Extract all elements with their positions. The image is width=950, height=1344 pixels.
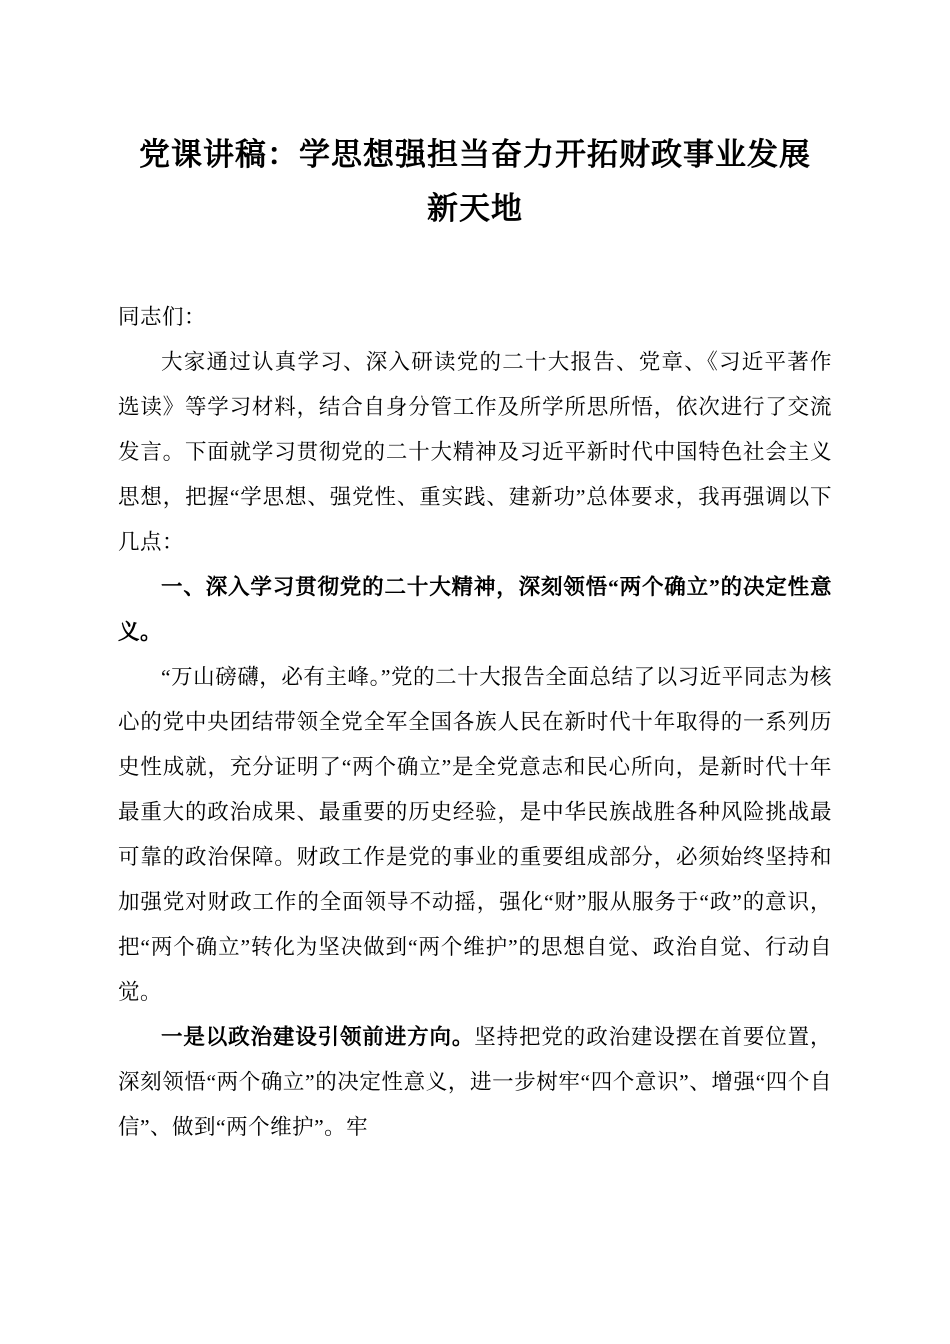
paragraph-run: 同志们： — [118, 304, 207, 329]
document-body — [118, 295, 832, 1150]
paragraph — [118, 340, 832, 565]
paragraph-run: 坚持把党的政治建设摆在首要位置，深刻领悟“两个确立”的决定性意义，进一步树牢“四个意识”、增强“四个自信”、做到“两个维护”。牢 — [118, 1024, 832, 1139]
paragraph — [118, 565, 832, 655]
paragraph-run: 大家通过认真学习、深入研读党的二十大报告、党章、《习近平著作选读》等学习材料，结合自身分管工作及所学所思所悟，依次进行了交流发言。下面就学习贯彻党的二十大精神及习近平新时代中国特色社会主义思想，把握“学思想、强党性、重实践、建新功”总体要求，我再强调以下几点： — [118, 349, 832, 554]
paragraph-bold-run: 一是以政治建设引领前进方向。 — [161, 1024, 475, 1049]
paragraph-bold-run: 一、深入学习贯彻党的二十大精神，深刻领悟“两个确立”的决定性意义。 — [118, 574, 832, 644]
paragraph — [118, 1015, 832, 1150]
paragraph — [118, 655, 832, 1015]
paragraph-run: “万山磅礴，必有主峰。”党的二十大报告全面总结了以习近平同志为核心的党中央团结带领全党全军全国各族人民在新时代十年取得的一系列历史性成就，充分证明了“两个确立”是全党意志和民心所向，是新时代十年最重大的政治成果、最重要的历史经验，是中华民族战胜各种风险挑战最可靠的政治保障。财政工作是党的事业的重要组成部分，必须始终坚持和加强党对财政工作的全面领导不动摇，强化“财”服从服务于“政”的意识，把“两个确立”转化为坚决做到“两个维护”的思想自觉、政治自觉、行动自觉。 — [118, 664, 832, 1004]
document-title: 党课讲稿：学思想强担当奋力开拓财政事业发展新天地 — [139, 137, 811, 227]
paragraph — [118, 295, 832, 340]
